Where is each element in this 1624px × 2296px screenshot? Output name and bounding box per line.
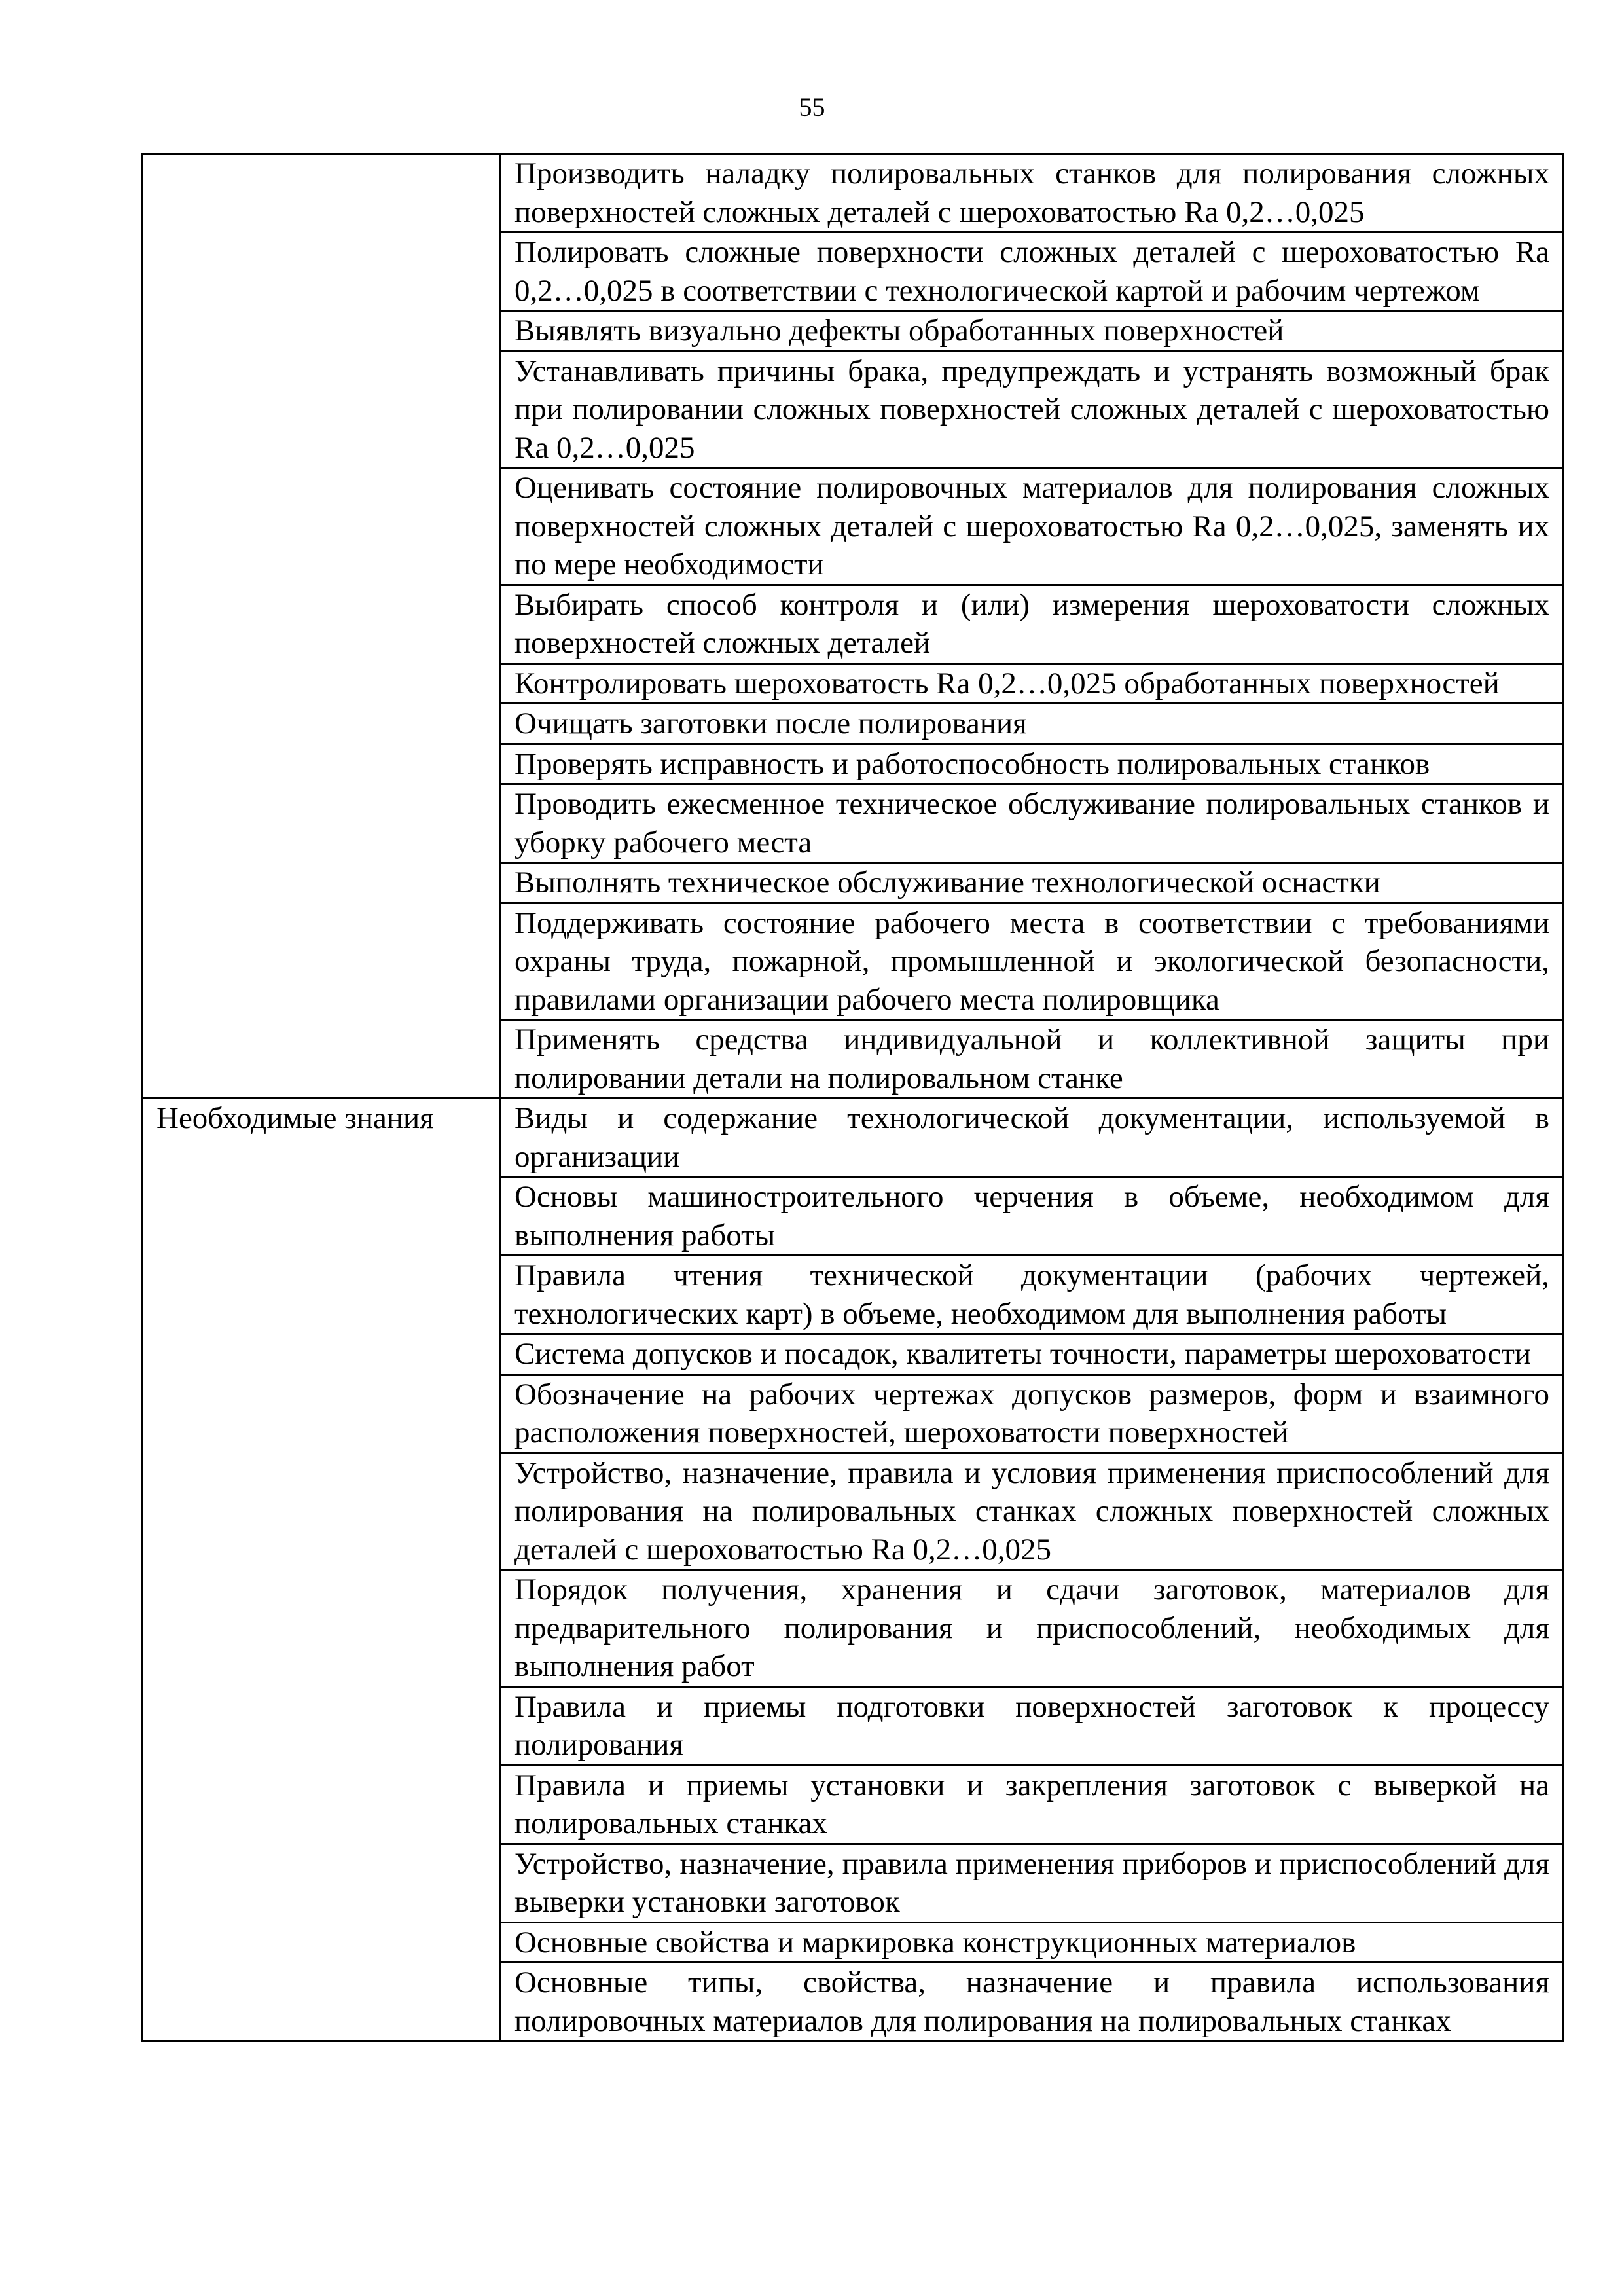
skill-item: Выявлять визуально дефекты обработанных поверхностей: [501, 311, 1564, 352]
skill-item: Оценивать состояние полировочных материалов для полирования сложных поверхностей сложных деталей с шероховатостью Ra 0,2…0,025, заменять их по мере необходимости: [501, 468, 1564, 585]
table-row: [143, 1099, 1564, 1177]
skill-item: Проверять исправность и работоспособность полировальных станков: [501, 744, 1564, 784]
knowledge-item: Система допусков и посадок, квалитеты точности, параметры шероховатости: [501, 1334, 1564, 1375]
skill-item: Выполнять техническое обслуживание технологической оснастки: [501, 863, 1564, 903]
skill-item: Полировать сложные поверхности сложных деталей с шероховатостью Ra 0,2…0,025 в соответствии с технологической картой и рабочим чертежом: [501, 232, 1564, 311]
knowledge-item: Основы машиностроительного черчения в объеме, необходимом для выполнения работы: [501, 1177, 1564, 1256]
knowledge-label-cell: Необходимые знания: [143, 1099, 501, 2041]
skill-item: Производить наладку полировальных станков для полирования сложных поверхностей сложных деталей с шероховатостью Ra 0,2…0,025: [501, 154, 1564, 232]
skill-item: Проводить ежесменное техническое обслуживание полировальных станков и уборку рабочего места: [501, 784, 1564, 863]
skills-label-cell: [143, 154, 501, 1099]
knowledge-item: Устройство, назначение, правила применения приборов и приспособлений для выверки установки заготовок: [501, 1844, 1564, 1922]
knowledge-item: Обозначение на рабочих чертежах допусков размеров, форм и взаимного расположения поверхностей, шероховатости поверхностей: [501, 1374, 1564, 1453]
skill-item: Применять средства индивидуальной и коллективной защиты при полировании детали на полировальном станке: [501, 1020, 1564, 1099]
knowledge-item: Порядок получения, хранения и сдачи заготовок, материалов для предварительного полирования и приспособлений, необходимых для выполнения работ: [501, 1570, 1564, 1687]
page-number: 55: [799, 92, 825, 122]
knowledge-item: Виды и содержание технологической документации, используемой в организации: [501, 1099, 1564, 1177]
table-row: [143, 154, 1564, 232]
knowledge-item: Правила и приемы установки и закрепления заготовок с выверкой на полировальных станках: [501, 1765, 1564, 1844]
knowledge-item: Основные типы, свойства, назначение и правила использования полировочных материалов для полирования на полировальных станках: [501, 1963, 1564, 2041]
skill-item: Устанавливать причины брака, предупреждать и устранять возможный брак при полировании сложных поверхностей сложных деталей с шероховатостью Ra 0,2…0,025: [501, 351, 1564, 468]
knowledge-item: Основные свойства и маркировка конструкционных материалов: [501, 1922, 1564, 1963]
skill-item: Выбирать способ контроля и (или) измерения шероховатости сложных поверхностей сложных деталей: [501, 585, 1564, 663]
knowledge-item: Правила чтения технической документации (рабочих чертежей, технологических карт) в объеме, необходимом для выполнения работы: [501, 1256, 1564, 1334]
skill-item: Поддерживать состояние рабочего места в соответствии с требованиями охраны труда, пожарной, промышленной и экологической безопасности, правилами организации рабочего места полировщика: [501, 903, 1564, 1020]
knowledge-item: Устройство, назначение, правила и условия применения приспособлений для полирования на полировальных станках сложных поверхностей сложных деталей с шероховатостью Ra 0,2…0,025: [501, 1453, 1564, 1570]
knowledge-item: Правила и приемы подготовки поверхностей заготовок к процессу полирования: [501, 1686, 1564, 1765]
skill-item: Контролировать шероховатость Ra 0,2…0,025 обработанных поверхностей: [501, 663, 1564, 704]
requirements-table: [141, 153, 1564, 2042]
skill-item: Очищать заготовки после полирования: [501, 704, 1564, 744]
